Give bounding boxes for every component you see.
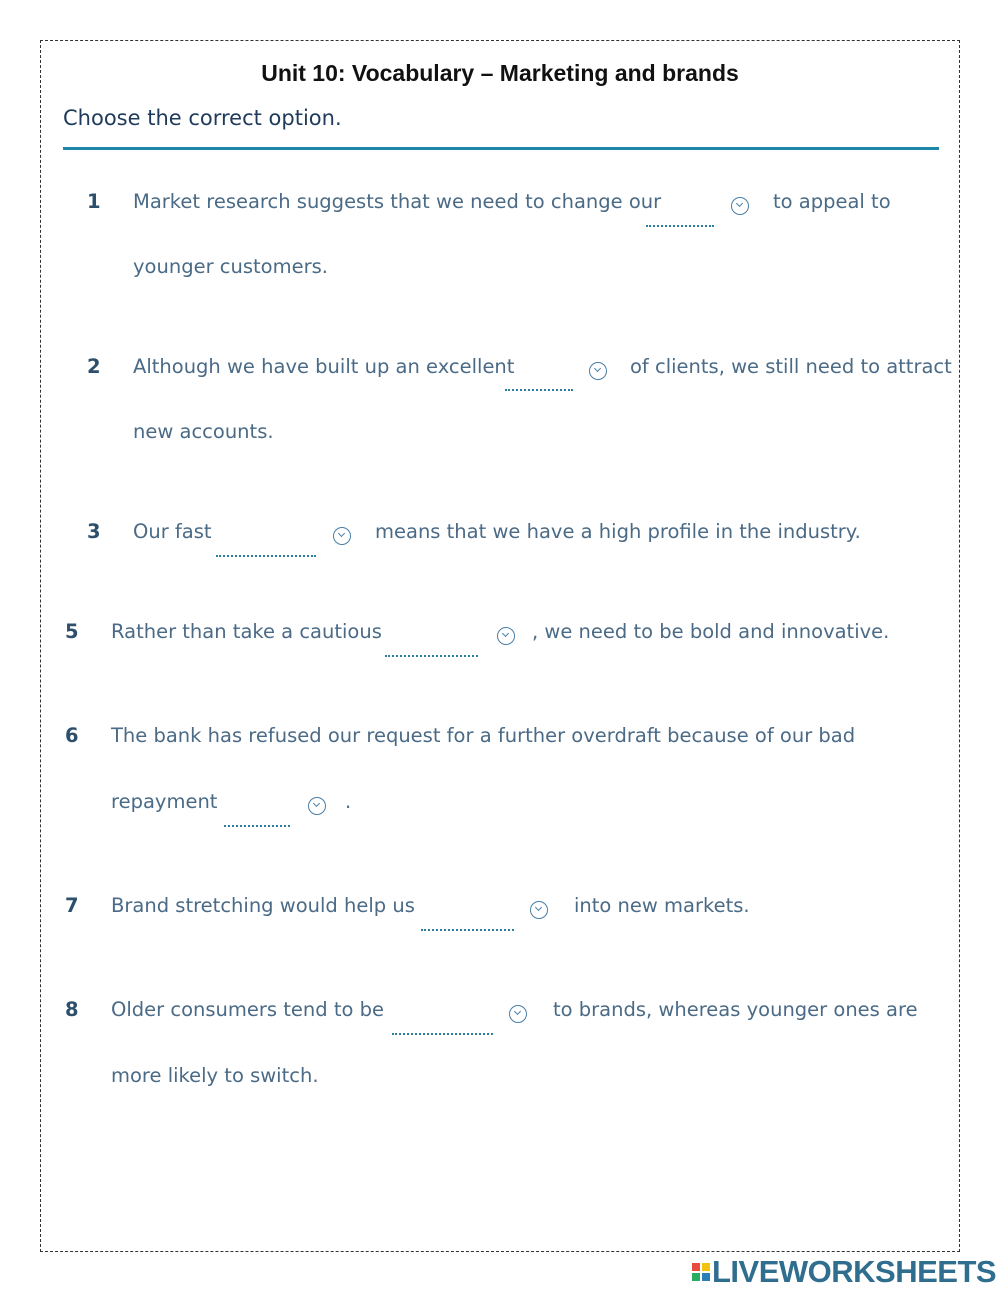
logo-square	[692, 1263, 700, 1271]
question-text: .	[345, 790, 352, 813]
logo-square	[702, 1263, 710, 1271]
question-text: Market research suggests that we need to change our	[133, 190, 662, 213]
answer-blank[interactable]	[216, 555, 316, 557]
question-text: to appeal to	[773, 190, 891, 213]
question-text: younger customers.	[133, 255, 328, 278]
dropdown-chevron-icon[interactable]	[530, 901, 548, 919]
answer-blank[interactable]	[646, 225, 714, 227]
question-number: 3	[87, 520, 101, 543]
logo-square	[702, 1273, 710, 1281]
answer-blank[interactable]	[224, 825, 290, 827]
answer-blank[interactable]	[385, 655, 478, 657]
question-text: Although we have built up an excellent	[133, 355, 515, 378]
question-text: Our fast	[133, 520, 212, 543]
dropdown-chevron-icon[interactable]	[497, 627, 515, 645]
question-text: to brands, whereas younger ones are	[553, 998, 918, 1021]
question-text: Rather than take a cautious	[111, 620, 382, 643]
worksheet-title: Unit 10: Vocabulary – Marketing and brands	[261, 60, 739, 86]
question-number: 1	[87, 190, 101, 213]
liveworksheets-logo	[692, 1252, 997, 1292]
question-text: Brand stretching would help us	[111, 894, 415, 917]
question-number: 8	[65, 998, 79, 1021]
dropdown-chevron-icon[interactable]	[333, 527, 351, 545]
question-text: , we need to be bold and innovative.	[532, 620, 890, 643]
logo-text: LIVEWORKSHEETS	[712, 1254, 997, 1289]
question-text: more likely to switch.	[111, 1064, 319, 1087]
question-number: 5	[65, 620, 79, 643]
dropdown-chevron-icon[interactable]	[509, 1005, 527, 1023]
question-text: of clients, we still need to attract	[630, 355, 952, 378]
question-text: Older consumers tend to be	[111, 998, 384, 1021]
question-text: means that we have a high profile in the industry.	[375, 520, 861, 543]
answer-blank[interactable]	[505, 389, 573, 391]
question-text: The bank has refused our request for a further overdraft because of our bad	[111, 724, 856, 747]
question-text: new accounts.	[133, 420, 274, 443]
logo-squares-icon	[692, 1263, 710, 1281]
logo-square	[692, 1273, 700, 1281]
answer-blank[interactable]	[421, 929, 514, 931]
question-number: 6	[65, 724, 79, 747]
dropdown-chevron-icon[interactable]	[308, 797, 326, 815]
dropdown-chevron-icon[interactable]	[731, 197, 749, 215]
question-text: repayment	[111, 790, 218, 813]
answer-blank[interactable]	[392, 1033, 493, 1035]
question-number: 2	[87, 355, 101, 378]
heading-divider	[63, 147, 939, 150]
instruction-heading: Choose the correct option.	[63, 106, 342, 130]
question-number: 7	[65, 894, 79, 917]
question-text: into new markets.	[574, 894, 750, 917]
dropdown-chevron-icon[interactable]	[589, 362, 607, 380]
